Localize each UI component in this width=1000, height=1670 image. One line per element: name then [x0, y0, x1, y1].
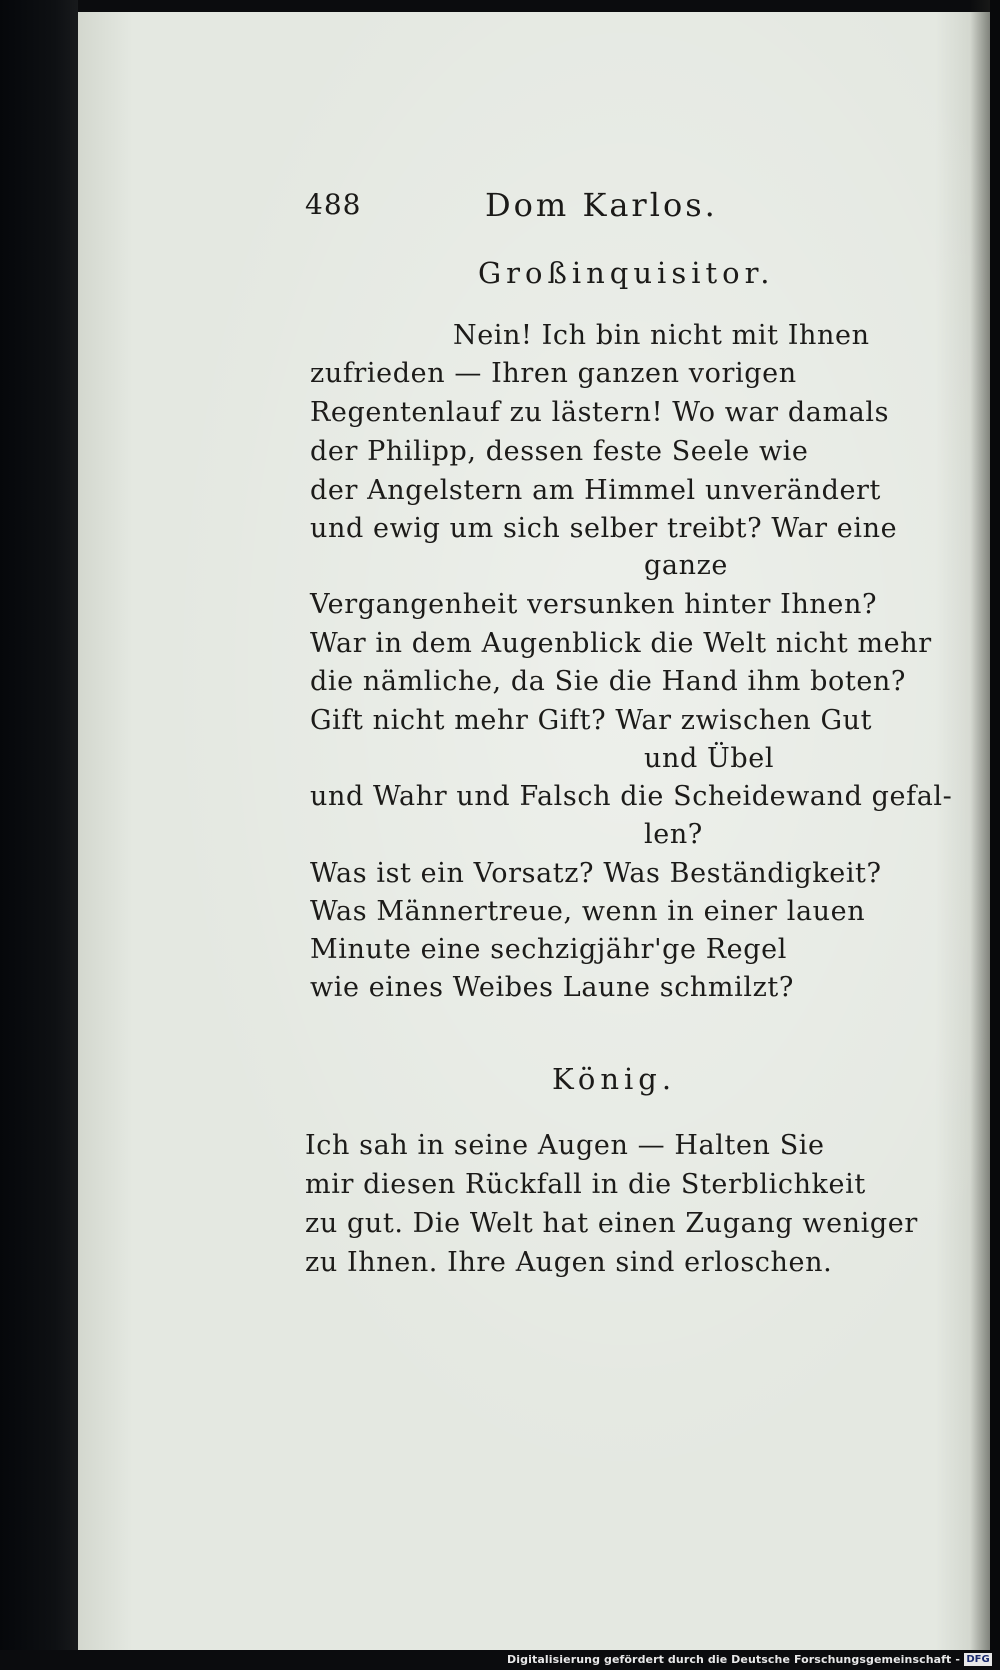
verse-line: zu gut. Die Welt hat einen Zugang weniger	[305, 1208, 918, 1239]
verse-line: Nein! Ich bin nicht mit Ihnen	[453, 320, 870, 351]
verse-line: der Angelstern am Himmel unverändert	[310, 475, 881, 506]
scan-background-right	[990, 0, 1000, 1670]
verse-line: Ich sah in seine Augen — Halten Sie	[305, 1130, 825, 1161]
verse-line: zufrieden — Ihren ganzen vorigen	[310, 358, 797, 389]
dfg-logo: DFG	[964, 1653, 992, 1666]
page-number: 488	[305, 188, 362, 221]
verse-line: und ewig um sich selber treibt? War eine	[310, 513, 898, 544]
verse-line: und Wahr und Falsch die Scheidewand gefal-	[310, 781, 953, 812]
running-head	[305, 188, 745, 236]
verse-line: War in dem Augenblick die Welt nicht mehr	[310, 628, 932, 659]
verse-line: der Philipp, dessen feste Seele wie	[310, 436, 809, 467]
verse-line: Gift nicht mehr Gift? War zwischen Gut	[310, 705, 873, 736]
verse-line: Was Männertreue, wenn in einer lauen	[310, 896, 866, 927]
verse-line-continuation: len?	[644, 819, 703, 850]
verse-line-continuation: und Übel	[644, 743, 775, 774]
verse-line: Vergangenheit versunken hinter Ihnen?	[310, 589, 878, 620]
speaker-grossinquisitor: Großinquisitor.	[478, 256, 775, 290]
verse-line: mir diesen Rückfall in die Sterblichkeit	[305, 1169, 866, 1200]
digitization-credit: Digitalisierung gefördert durch die Deutsche Forschungsgemeinschaft -	[507, 1653, 960, 1666]
verse-line-continuation: ganze	[644, 550, 728, 581]
verse-line: Minute eine sechzigjähr'ge Regel	[310, 934, 787, 965]
verse-line: die nämliche, da Sie die Hand ihm boten?	[310, 666, 906, 697]
running-title: Dom Karlos.	[485, 186, 718, 224]
page-gutter-shadow	[970, 0, 990, 1650]
verse-line: wie eines Weibes Laune schmilzt?	[310, 972, 794, 1003]
verse-line: Was ist ein Vorsatz? Was Beständigkeit?	[310, 858, 882, 889]
verse-line: zu Ihnen. Ihre Augen sind erloschen.	[305, 1247, 833, 1278]
speaker-koenig: König.	[552, 1062, 677, 1096]
verse-line: Regentenlauf zu lästern! Wo war damals	[310, 397, 890, 428]
scan-background-left	[0, 0, 78, 1670]
